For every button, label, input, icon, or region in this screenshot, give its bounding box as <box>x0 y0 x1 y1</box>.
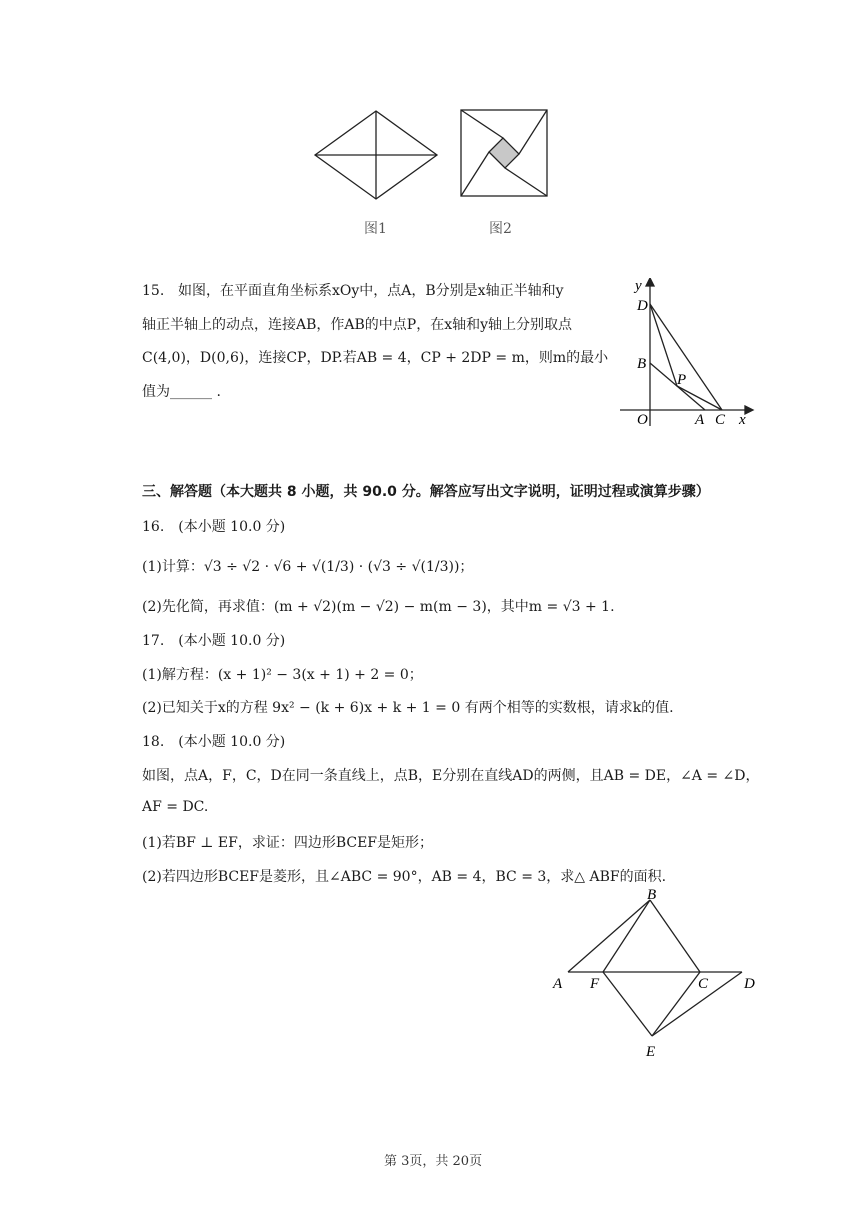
q15-label-D: D <box>637 298 648 314</box>
q15-line1 <box>142 280 563 300</box>
q15-label-x: x <box>739 412 746 428</box>
q15-figure <box>615 278 755 428</box>
q18-label-E: E <box>646 1044 656 1060</box>
q18-label-D: D <box>744 976 755 992</box>
q16-header: 16. (本小题 10.0 分) <box>142 519 286 535</box>
q17-part2: (2)已知关于x的方程 9x² − (k + 6)x + k + 1 = 0 有两个相等的实数根，请求k的值. <box>142 700 674 716</box>
q18-label-F: F <box>590 976 600 992</box>
q18-part1: (1)若BF ⊥ EF，求证：四边形BCEF是矩形； <box>142 835 434 851</box>
figure-2 <box>459 108 549 198</box>
q16-part2: (2)先化简，再求值：(m + √2)(m − √2) − m(m − 3)，其中m = √3 + 1. <box>142 599 615 615</box>
q18-label-A: A <box>553 976 563 992</box>
page-footer: 第 3页，共 20页 <box>384 1154 483 1169</box>
q15-number: 15. <box>142 283 165 299</box>
q15-label-P: P <box>677 372 687 388</box>
q15-label-C: C <box>715 412 726 428</box>
q16-part1: (1)计算：√3 ÷ √2 · √6 + √(1/3) · (√3 ÷ √(1/3))； <box>142 559 474 575</box>
q15-label-O: O <box>637 412 648 428</box>
q15-label-A: A <box>695 412 705 428</box>
q15-label-y: y <box>635 278 642 294</box>
q15-label-B: B <box>637 356 647 372</box>
q18-part2: (2)若四边形BCEF是菱形，且∠ABC = 90°，AB = 4，BC = 3，求△ ABF的面积. <box>142 869 667 885</box>
q18-line2: AF = DC. <box>142 799 209 815</box>
figure-2-caption: 图2 <box>489 221 512 237</box>
q18-figure <box>548 888 763 1060</box>
q18-header: 18. (本小题 10.0 分) <box>142 734 286 750</box>
q18-label-B: B <box>647 888 657 903</box>
figure-1 <box>312 108 440 204</box>
q18-label-C: C <box>698 976 709 992</box>
q15-line4: 值为______ . <box>142 384 221 400</box>
q15-text-1: 如图，在平面直角坐标系xOy中，点A，B分别是x轴正半轴和y <box>178 283 564 299</box>
figure-1-caption: 图1 <box>364 221 387 237</box>
section3-heading: 三、解答题（本大题共 8 小题，共 90.0 分。解答应写出文字说明，证明过程或演算步骤） <box>142 484 710 500</box>
q15-line2: 轴正半轴上的动点，连接AB，作AB的中点P，在x轴和y轴上分别取点 <box>142 317 573 333</box>
q15-line3: C(4,0)，D(0,6)，连接CP，DP.若AB = 4，CP + 2DP = m，则m的最小 <box>142 350 609 366</box>
q17-header: 17. (本小题 10.0 分) <box>142 633 286 649</box>
q18-line1: 如图，点A，F，C，D在同一条直线上，点B，E分别在直线AD的两侧，且AB = DE，∠A = ∠D， <box>142 768 760 784</box>
q17-part1: (1)解方程：(x + 1)² − 3(x + 1) + 2 = 0； <box>142 667 423 683</box>
